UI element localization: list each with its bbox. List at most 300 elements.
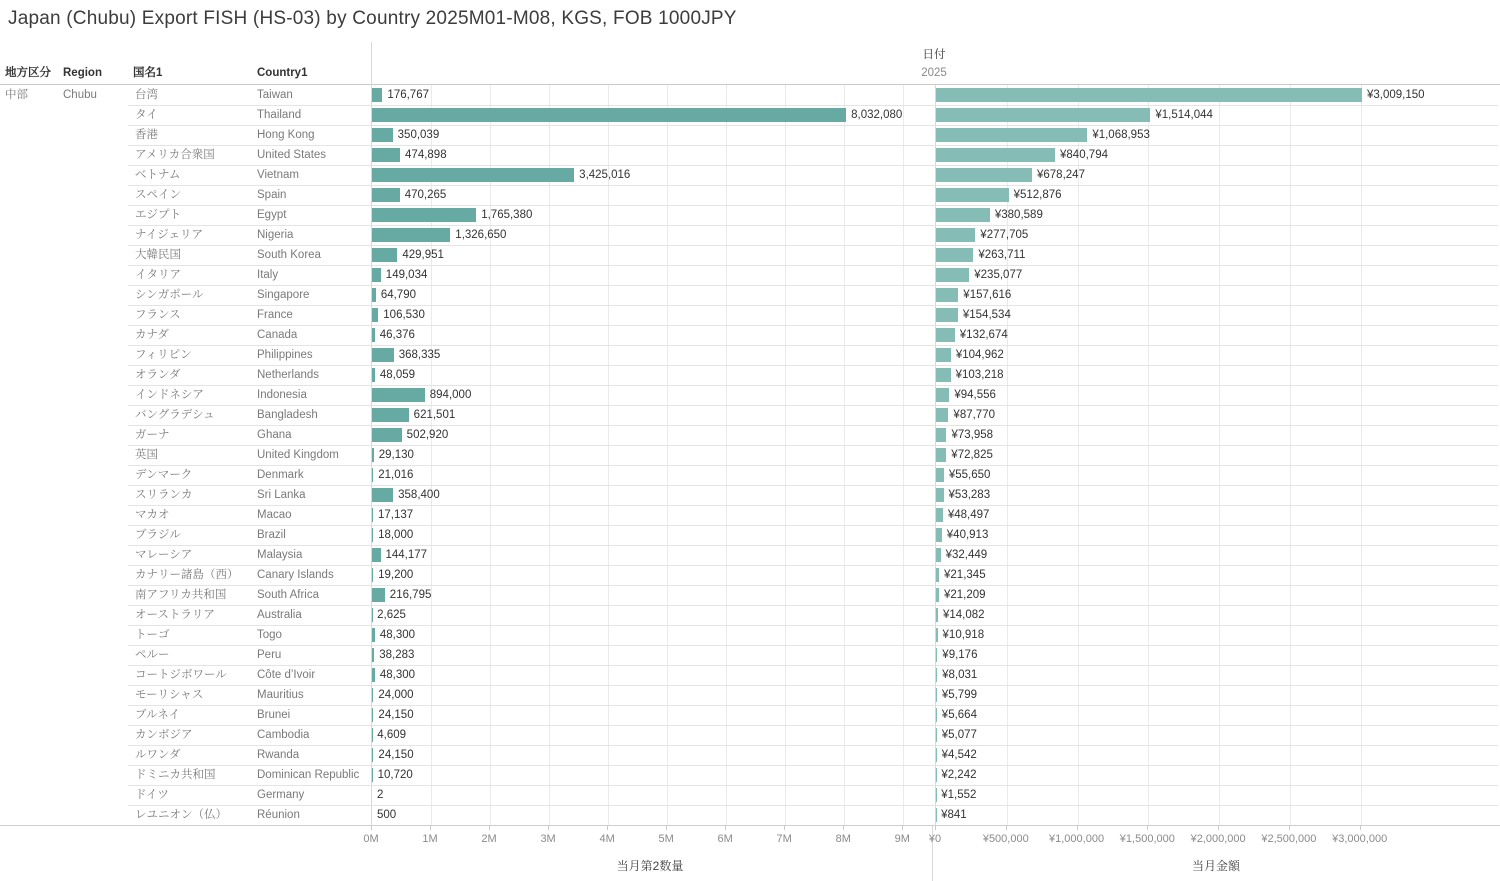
table-row: [0, 305, 1500, 325]
quantity-bar[interactable]: [372, 528, 373, 542]
quantity-value-label: 10,720: [377, 769, 413, 781]
table-row: [0, 705, 1500, 725]
chart-body: [0, 85, 1500, 825]
quantity-value-label: 24,000: [378, 689, 414, 701]
quantity-value-label: 29,130: [378, 449, 414, 461]
country-en-cell[interactable]: Philippines: [257, 349, 313, 361]
axis-tick-label: ¥2,000,000: [1190, 833, 1246, 845]
table-row: [0, 165, 1500, 185]
quantity-bar[interactable]: [372, 108, 846, 122]
amount-bar[interactable]: [936, 608, 938, 622]
quantity-axis-title: 当月第2数量: [616, 859, 684, 873]
quantity-value-label: 8,032,080: [851, 109, 903, 121]
amount-bar[interactable]: [936, 728, 937, 742]
amount-value-label: ¥87,770: [953, 409, 995, 421]
amount-bar[interactable]: [936, 748, 937, 762]
axis-tick-mark: [548, 826, 549, 830]
country-en-cell[interactable]: Thailand: [257, 109, 302, 121]
quantity-bar[interactable]: [372, 468, 373, 482]
quantity-value-label: 470,265: [404, 189, 447, 201]
table-row: [0, 125, 1500, 145]
country-en-cell[interactable]: Hong Kong: [257, 129, 315, 141]
axis-tick-mark: [430, 826, 431, 830]
country-en-cell[interactable]: Rwanda: [257, 749, 300, 761]
country-en-cell[interactable]: United States: [257, 149, 327, 161]
axis-tick-mark: [843, 826, 844, 830]
axis-tick-label: ¥500,000: [982, 833, 1029, 845]
amount-value-label: ¥841: [941, 809, 967, 821]
quantity-bar[interactable]: [372, 328, 375, 342]
axis-tick-label: 5M: [658, 833, 674, 845]
table-row: [0, 665, 1500, 685]
country-en-cell[interactable]: South Korea: [257, 249, 321, 261]
country-en-cell[interactable]: Sri Lanka: [257, 489, 306, 501]
amount-value-label: ¥154,534: [962, 309, 1011, 321]
amount-bar[interactable]: [936, 88, 1362, 102]
table-row: [0, 485, 1500, 505]
quantity-value-label: 48,300: [379, 669, 416, 681]
amount-value-label: ¥55,650: [948, 469, 991, 481]
amount-bar[interactable]: [936, 208, 990, 222]
quantity-value-label: 64,790: [380, 289, 416, 301]
country-jp-cell[interactable]: 香港: [135, 129, 158, 141]
country-en-cell[interactable]: Brunei: [257, 709, 291, 721]
quantity-value-label: 2: [377, 789, 384, 801]
axis-tick-label: 8M: [835, 833, 851, 845]
table-row: [0, 645, 1500, 665]
country-en-cell[interactable]: Taiwan: [257, 89, 293, 101]
table-row: [0, 585, 1500, 605]
axis-tick-label: ¥1,500,000: [1119, 833, 1175, 845]
axis-tick-mark: [935, 826, 936, 830]
country-en-cell[interactable]: Denmark: [257, 469, 304, 481]
country-en-cell[interactable]: Vietnam: [257, 169, 299, 181]
table-row: [0, 765, 1500, 785]
amount-bar[interactable]: [936, 428, 946, 442]
table-row: [0, 145, 1500, 165]
amount-value-label: ¥5,077: [941, 729, 977, 741]
axis-tick-mark: [1147, 826, 1148, 830]
amount-value-label: ¥40,913: [946, 529, 989, 541]
axis-tick-mark: [371, 826, 372, 830]
amount-bar[interactable]: [936, 328, 955, 342]
country-jp-cell[interactable]: モーリシャス: [135, 689, 204, 701]
country-jp-cell[interactable]: イタリア: [135, 269, 181, 281]
table-row: [0, 345, 1500, 365]
axis-tick-label: 6M: [717, 833, 733, 845]
country-jp-cell[interactable]: カナリー諸島（西）: [135, 569, 239, 581]
amount-bar[interactable]: [936, 168, 1032, 182]
table-row: [0, 545, 1500, 565]
quantity-value-label: 46,376: [379, 329, 415, 341]
table-row: [0, 785, 1500, 805]
amount-value-label: ¥14,082: [942, 609, 985, 621]
table-row: [0, 505, 1500, 525]
country-en-cell[interactable]: Canary Islands: [257, 569, 334, 581]
country-jp-cell[interactable]: デンマーク: [135, 469, 193, 481]
country-jp-cell[interactable]: インドネシア: [135, 389, 204, 401]
country-en-cell[interactable]: Spain: [257, 189, 287, 201]
country-en-cell[interactable]: Peru: [257, 649, 282, 661]
country-jp-cell[interactable]: シンガポール: [135, 289, 204, 301]
amount-bar[interactable]: [936, 708, 937, 722]
country-jp-cell[interactable]: 大韓民国: [135, 249, 181, 261]
quantity-bar[interactable]: [372, 408, 409, 422]
axis-tick-label: 0M: [363, 833, 379, 845]
table-row: [0, 685, 1500, 705]
country-jp-cell[interactable]: カナダ: [135, 329, 169, 341]
amount-value-label: ¥157,616: [963, 289, 1012, 301]
quantity-bar[interactable]: [372, 588, 385, 602]
amount-bar[interactable]: [936, 648, 937, 662]
axis-tick-label: 1M: [422, 833, 438, 845]
table-row: [0, 245, 1500, 265]
quantity-bar[interactable]: [372, 668, 375, 682]
amount-bar[interactable]: [936, 288, 958, 302]
quantity-bar[interactable]: [372, 348, 394, 362]
quantity-bar[interactable]: [372, 448, 374, 462]
table-row: [0, 325, 1500, 345]
quantity-bar[interactable]: [372, 188, 400, 202]
quantity-value-label: 24,150: [378, 749, 414, 761]
country-en-cell[interactable]: Brazil: [257, 529, 286, 541]
amount-value-label: ¥21,345: [944, 569, 986, 581]
country-en-cell[interactable]: Macao: [257, 509, 292, 521]
quantity-value-label: 1,765,380: [481, 209, 533, 221]
quantity-bar[interactable]: [372, 708, 373, 722]
amount-value-label: ¥10,918: [942, 629, 985, 641]
amount-bar[interactable]: [936, 228, 975, 242]
country-jp-cell[interactable]: ドイツ: [135, 789, 169, 801]
amount-value-label: ¥32,449: [945, 549, 988, 561]
amount-value-label: ¥277,705: [980, 229, 1029, 241]
quantity-value-label: 19,200: [378, 569, 414, 581]
table-row: [0, 425, 1500, 445]
amount-bar[interactable]: [936, 668, 937, 682]
country-jp-cell[interactable]: タイ: [135, 109, 158, 121]
amount-value-label: ¥104,962: [955, 349, 1004, 361]
country-jp-cell[interactable]: ベトナム: [135, 169, 181, 181]
table-row: [0, 385, 1500, 405]
amount-bar[interactable]: [936, 348, 951, 362]
amount-bar[interactable]: [936, 588, 939, 602]
axis-tick-mark: [1077, 826, 1078, 830]
amount-value-label: ¥512,876: [1013, 189, 1062, 201]
amount-value-label: ¥48,497: [947, 509, 990, 521]
quantity-bar[interactable]: [372, 428, 402, 442]
country-en-cell[interactable]: Mauritius: [257, 689, 304, 701]
table-row: [0, 745, 1500, 765]
axis-tick-label: 9M: [894, 833, 910, 845]
amount-bar[interactable]: [936, 268, 969, 282]
country-jp-cell[interactable]: 南アフリカ共和国: [135, 589, 227, 601]
country-jp-cell[interactable]: ルワンダ: [135, 749, 181, 761]
country-en-cell[interactable]: Togo: [257, 629, 282, 641]
country-jp-cell[interactable]: 台湾: [135, 89, 158, 101]
amount-bar[interactable]: [936, 448, 946, 462]
quantity-bar[interactable]: [372, 308, 378, 322]
region-en-cell[interactable]: Chubu: [63, 89, 97, 101]
quantity-value-label: 3,425,016: [579, 169, 631, 181]
amount-value-label: ¥53,283: [948, 489, 991, 501]
axis-tick-label: 4M: [599, 833, 615, 845]
quantity-value-label: 502,920: [406, 429, 449, 441]
quantity-bar[interactable]: [372, 128, 393, 142]
column-header-region-en: Region: [63, 67, 102, 79]
amount-bar[interactable]: [936, 148, 1055, 162]
quantity-value-label: 350,039: [397, 129, 440, 141]
region-jp-cell[interactable]: 中部: [5, 89, 28, 101]
amount-bar[interactable]: [936, 628, 938, 642]
table-row: [0, 205, 1500, 225]
amount-bar[interactable]: [936, 108, 1150, 122]
quantity-bar[interactable]: [372, 768, 373, 782]
axis-tick-label: ¥2,500,000: [1261, 833, 1317, 845]
quantity-value-label: 621,501: [413, 409, 456, 421]
table-row: [0, 365, 1500, 385]
amount-value-label: ¥1,552: [941, 789, 977, 801]
amount-value-label: ¥4,542: [941, 749, 977, 761]
country-jp-cell[interactable]: スリランカ: [135, 489, 193, 501]
column-header-country-en: Country1: [257, 67, 308, 79]
quantity-bar[interactable]: [372, 228, 450, 242]
axis-tick-label: ¥0: [928, 833, 942, 845]
quantity-value-label: 2,625: [377, 609, 406, 621]
country-jp-cell[interactable]: フィリピン: [135, 349, 192, 361]
table-row: [0, 285, 1500, 305]
quantity-value-label: 24,150: [378, 709, 414, 721]
quantity-bar[interactable]: [372, 288, 376, 302]
country-en-cell[interactable]: Netherlands: [257, 369, 320, 381]
axis-tick-mark: [784, 826, 785, 830]
table-row: [0, 185, 1500, 205]
amount-value-label: ¥132,674: [959, 329, 1008, 341]
quantity-value-label: 500: [377, 809, 397, 821]
quantity-value-label: 176,767: [387, 89, 429, 101]
amount-value-label: ¥3,009,150: [1366, 89, 1425, 101]
country-jp-cell[interactable]: ガーナ: [135, 429, 170, 441]
axis-tick-mark: [1006, 826, 1007, 830]
country-en-cell[interactable]: Indonesia: [257, 389, 307, 401]
quantity-bar[interactable]: [372, 628, 375, 642]
amount-bar[interactable]: [936, 408, 948, 422]
amount-bar[interactable]: [936, 248, 973, 262]
axis-tick-mark: [1360, 826, 1361, 830]
country-en-cell[interactable]: Malaysia: [257, 549, 303, 561]
amount-bar[interactable]: [936, 388, 949, 402]
amount-value-label: ¥8,031: [942, 669, 978, 681]
axis-tick-mark: [725, 826, 726, 830]
axis-tick-label: ¥1,000,000: [1049, 833, 1105, 845]
amount-value-label: ¥103,218: [955, 369, 1004, 381]
quantity-bar[interactable]: [372, 268, 381, 282]
quantity-bar[interactable]: [372, 248, 397, 262]
quantity-bar[interactable]: [372, 168, 574, 182]
country-jp-cell[interactable]: ペルー: [135, 649, 170, 661]
quantity-value-label: 17,137: [378, 509, 414, 521]
quantity-value-label: 1,326,650: [455, 229, 507, 241]
amount-value-label: ¥94,556: [954, 389, 996, 401]
date-field-label: 日付: [922, 49, 946, 61]
quantity-value-label: 149,034: [385, 269, 428, 281]
quantity-value-label: 429,951: [402, 249, 444, 261]
country-jp-cell[interactable]: トーゴ: [135, 629, 170, 641]
country-en-cell[interactable]: Nigeria: [257, 229, 294, 241]
country-jp-cell[interactable]: スペイン: [135, 189, 181, 201]
quantity-value-label: 18,000: [378, 529, 414, 541]
country-en-cell[interactable]: Egypt: [257, 209, 287, 221]
country-jp-cell[interactable]: バングラデシュ: [135, 409, 215, 421]
axis-tick-mark: [489, 826, 490, 830]
axis-tick-label: ¥3,000,000: [1332, 833, 1388, 845]
country-en-cell[interactable]: Germany: [257, 789, 305, 801]
quantity-bar[interactable]: [372, 388, 425, 402]
country-jp-cell[interactable]: ブラジル: [135, 529, 181, 541]
table-row: [0, 525, 1500, 545]
amount-bar[interactable]: [936, 128, 1087, 142]
quantity-bar[interactable]: [372, 148, 400, 162]
table-row: [0, 405, 1500, 425]
chart-title: Japan (Chubu) Export FISH (HS-03) by Country 2025M01-M08, KGS, FOB 1000JPY: [8, 8, 737, 29]
country-jp-cell[interactable]: コートジボワール: [135, 669, 227, 681]
column-header-row: [0, 63, 1500, 85]
table-row: [0, 465, 1500, 485]
country-en-cell[interactable]: Côte d’Ivoir: [257, 669, 316, 681]
country-jp-cell[interactable]: カンボジア: [135, 729, 193, 741]
amount-value-label: ¥1,514,044: [1155, 109, 1213, 121]
quantity-value-label: 358,400: [398, 489, 440, 501]
quantity-bar[interactable]: [372, 368, 375, 382]
amount-value-label: ¥1,068,953: [1092, 129, 1150, 141]
country-jp-cell[interactable]: ドミニカ共和国: [135, 769, 216, 781]
axis-tick-label: 2M: [481, 833, 497, 845]
table-row: [0, 105, 1500, 125]
table-row: [0, 805, 1500, 825]
amount-value-label: ¥5,799: [941, 689, 977, 701]
table-row: [0, 725, 1500, 745]
quantity-bar[interactable]: [372, 688, 373, 702]
amount-bar[interactable]: [936, 468, 944, 482]
amount-value-label: ¥263,711: [978, 249, 1026, 261]
axis-tick-mark: [1289, 826, 1290, 830]
axis-tick-label: 3M: [540, 833, 556, 845]
amount-value-label: ¥5,664: [941, 709, 977, 721]
row-container: [0, 85, 1500, 825]
quantity-bar[interactable]: [372, 208, 476, 222]
country-en-cell[interactable]: Ghana: [257, 429, 292, 441]
quantity-value-label: 4,609: [377, 729, 407, 741]
quantity-value-label: 216,795: [389, 589, 432, 601]
country-jp-cell[interactable]: ブルネイ: [135, 709, 180, 721]
axis-tick-mark: [607, 826, 608, 830]
table-row: [0, 225, 1500, 245]
quantity-value-label: 368,335: [398, 349, 441, 361]
quantity-bar[interactable]: [372, 748, 373, 762]
quantity-value-label: 21,016: [378, 469, 414, 481]
amount-bar[interactable]: [936, 568, 939, 582]
table-row: [0, 265, 1500, 285]
axis-tick-label: 7M: [776, 833, 792, 845]
year-header: 2025: [921, 67, 947, 79]
amount-bar[interactable]: [936, 308, 958, 322]
quantity-bar[interactable]: [372, 508, 373, 522]
quantity-bar[interactable]: [372, 488, 393, 502]
amount-value-label: ¥2,242: [941, 769, 977, 781]
amount-bar[interactable]: [936, 488, 944, 502]
country-en-cell[interactable]: Italy: [257, 269, 279, 281]
table-row: [0, 445, 1500, 465]
quantity-value-label: 144,177: [385, 549, 428, 561]
country-jp-cell[interactable]: エジプト: [135, 209, 181, 221]
column-header-region-jp: 地方区分: [5, 67, 51, 79]
country-en-cell[interactable]: United Kingdom: [257, 449, 339, 461]
country-en-cell[interactable]: Dominican Republic: [257, 769, 360, 781]
country-jp-cell[interactable]: マカオ: [135, 509, 170, 521]
quantity-value-label: 38,283: [379, 649, 415, 661]
table-row: [0, 625, 1500, 645]
amount-value-label: ¥72,825: [951, 449, 993, 461]
quantity-value-label: 106,530: [383, 309, 425, 321]
amount-value-label: ¥678,247: [1037, 169, 1085, 181]
amount-bar[interactable]: [936, 688, 937, 702]
country-jp-cell[interactable]: レユニオン（仏）: [135, 809, 227, 821]
quantity-bar[interactable]: [372, 548, 381, 562]
country-jp-cell[interactable]: フランス: [135, 309, 181, 321]
amount-bar[interactable]: [936, 188, 1009, 202]
amount-bar[interactable]: [936, 368, 951, 382]
country-en-cell[interactable]: Réunion: [257, 809, 300, 821]
quantity-value-label: 474,898: [405, 149, 447, 161]
country-en-cell[interactable]: Australia: [257, 609, 302, 621]
amount-value-label: ¥21,209: [944, 589, 986, 601]
country-jp-cell[interactable]: オーストラリア: [135, 609, 215, 621]
axis-tick-mark: [1218, 826, 1219, 830]
quantity-bar[interactable]: [372, 648, 374, 662]
country-jp-cell[interactable]: マレーシア: [135, 549, 193, 561]
quantity-bar[interactable]: [372, 88, 382, 102]
amount-value-label: ¥235,077: [974, 269, 1023, 281]
country-jp-cell[interactable]: 英国: [135, 449, 158, 461]
country-jp-cell[interactable]: アメリカ合衆国: [135, 149, 215, 161]
amount-value-label: ¥840,794: [1060, 149, 1108, 161]
amount-value-label: ¥380,589: [994, 209, 1043, 221]
country-jp-cell[interactable]: オランダ: [135, 369, 181, 381]
country-en-cell[interactable]: Cambodia: [257, 729, 310, 741]
country-jp-cell[interactable]: ナイジェリア: [135, 229, 203, 241]
table-row: [0, 85, 1500, 105]
axis-tick-mark: [902, 826, 903, 830]
amount-axis-title: 当月金額: [1191, 859, 1241, 873]
amount-value-label: ¥9,176: [942, 649, 978, 661]
axis-tick-mark: [666, 826, 667, 830]
quantity-value-label: 48,300: [379, 629, 416, 641]
amount-bar[interactable]: [936, 528, 942, 542]
header-divider-line: [371, 42, 372, 85]
country-en-cell[interactable]: France: [257, 309, 293, 321]
table-row: [0, 605, 1500, 625]
country-en-cell[interactable]: Singapore: [257, 289, 310, 301]
country-en-cell[interactable]: South Africa: [257, 589, 320, 601]
table-row: [0, 565, 1500, 585]
quantity-bar[interactable]: [372, 568, 373, 582]
amount-value-label: ¥73,958: [951, 429, 994, 441]
amount-bar[interactable]: [936, 548, 941, 562]
country-en-cell[interactable]: Bangladesh: [257, 409, 318, 421]
country-en-cell[interactable]: Canada: [257, 329, 298, 341]
axis-area: [0, 825, 1500, 881]
quantity-value-label: 894,000: [429, 389, 472, 401]
amount-bar[interactable]: [936, 508, 943, 522]
